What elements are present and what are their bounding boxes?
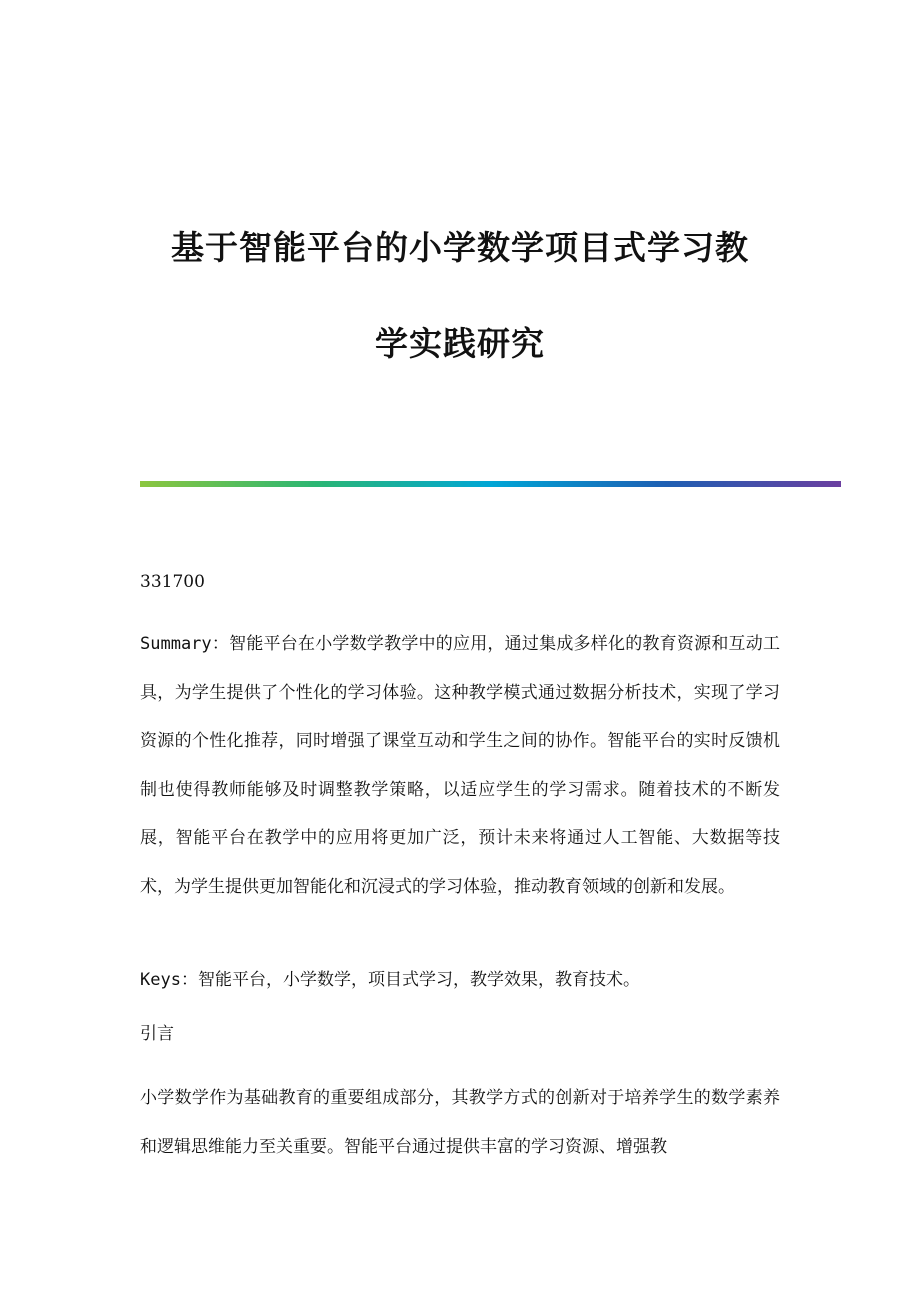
keys-text: 智能平台，小学数学，项目式学习，教学效果，教育技术。	[197, 970, 640, 990]
document-title-line-1: 基于智能平台的小学数学项目式学习教	[171, 228, 749, 267]
introduction-heading: 引言	[140, 1024, 174, 1044]
gradient-divider	[140, 481, 841, 487]
summary-label: Summary：	[140, 634, 230, 654]
keys-label: Keys：	[140, 970, 198, 990]
summary-text: 智能平台在小学数学教学中的应用，通过集成多样化的教育资源和互动工具，为学生提供了个性化的学习体验。这种教学模式通过数据分析技术，实现了学习资源的个性化推荐，同时增强了课堂互动和学生之间的协作。智能平台的实时反馈机制也使得教师能够及时调整教学策略，以适应学生的学习需求。随着技术的不断发展，智能平台在教学中的应用将更加广泛，预计未来将通过人工智能、大数据等技术，为学生提供更加智能化和沉浸式的学习体验，推动教育领域的创新和发展。	[140, 634, 780, 897]
document-code: 331700	[140, 572, 205, 592]
document-title-line-2: 学实践研究	[375, 324, 545, 363]
keywords-paragraph	[140, 964, 780, 996]
summary-paragraph	[140, 620, 780, 911]
introduction-paragraph: 小学数学作为基础教育的重要组成部分，其教学方式的创新对于培养学生的数学素养和逻辑思维能力至关重要。智能平台通过提供丰富的学习资源、增强教	[140, 1088, 780, 1157]
